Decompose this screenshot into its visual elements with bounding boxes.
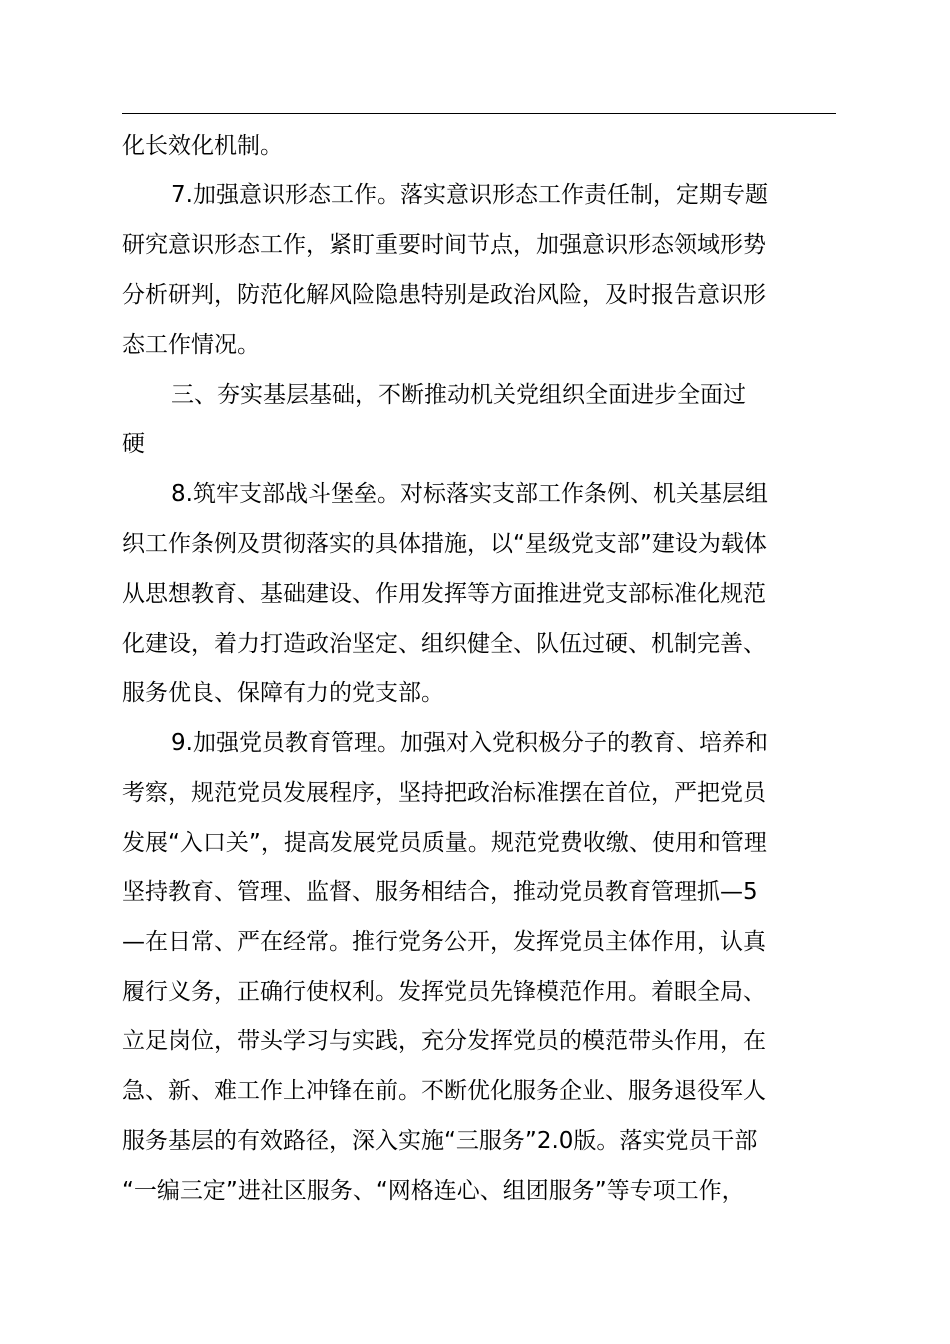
text-line: 履行义务，正确行使权利。发挥党员先锋模范作用。着眼全局、 [122,979,766,1005]
text-line: 化建设，着力打造政治坚定、组织健全、队伍过硬、机制完善、 [122,631,766,657]
header-rule [122,113,836,114]
text-line: 研究意识形态工作，紧盯重要时间节点，加强意识形态领域形势 [122,232,766,258]
section-heading: 三、夯实基层基础，不断推动机关党组织全面进步全面过 [171,382,746,408]
text-line: 服务基层的有效路径，深入实施“三服务”2.0版。落实党员干部 [122,1128,758,1154]
text-line: —在日常、严在经常。推行党务公开，发挥党员主体作用，认真 [122,929,766,955]
paragraph-9-start: 9.加强党员教育管理。加强对入党积极分子的教育、培养和 [171,730,768,756]
text-line-with-page-number: 坚持教育、管理、监督、服务相结合，推动党员教育管理抓—5 [122,879,758,905]
text-line: 从思想教育、基础建设、作用发挥等方面推进党支部标准化规范 [122,581,766,607]
text-line: 急、新、难工作上冲锋在前。不断优化服务企业、服务退役军人 [122,1078,766,1104]
paragraph-7-start: 7.加强意识形态工作。落实意识形态工作责任制，定期专题 [171,182,768,208]
paragraph-8-start: 8.筑牢支部战斗堡垒。对标落实支部工作条例、机关基层组 [171,481,768,507]
text-line: 立足岗位，带头学习与实践，充分发挥党员的模范带头作用，在 [122,1028,766,1054]
text-line: 织工作条例及贯彻落实的具体措施，以“星级党支部”建设为载体 [122,531,767,557]
text-line: 化长效化机制。 [122,133,283,159]
section-heading-continued: 硬 [122,431,145,457]
text-line: 服务优良、保障有力的党支部。 [122,680,444,706]
text-line: 态工作情况。 [122,332,260,358]
text-line: 分析研判，防范化解风险隐患特别是政治风险，及时报告意识形 [122,282,766,308]
text-line: “一编三定”进社区服务、“网格连心、组团服务”等专项工作， [122,1178,745,1204]
text-line: 考察，规范党员发展程序，坚持把政治标准摆在首位，严把党员 [122,780,766,806]
text-line: 发展“入口关”，提高发展党员质量。规范党费收缴、使用和管理 [122,830,767,856]
